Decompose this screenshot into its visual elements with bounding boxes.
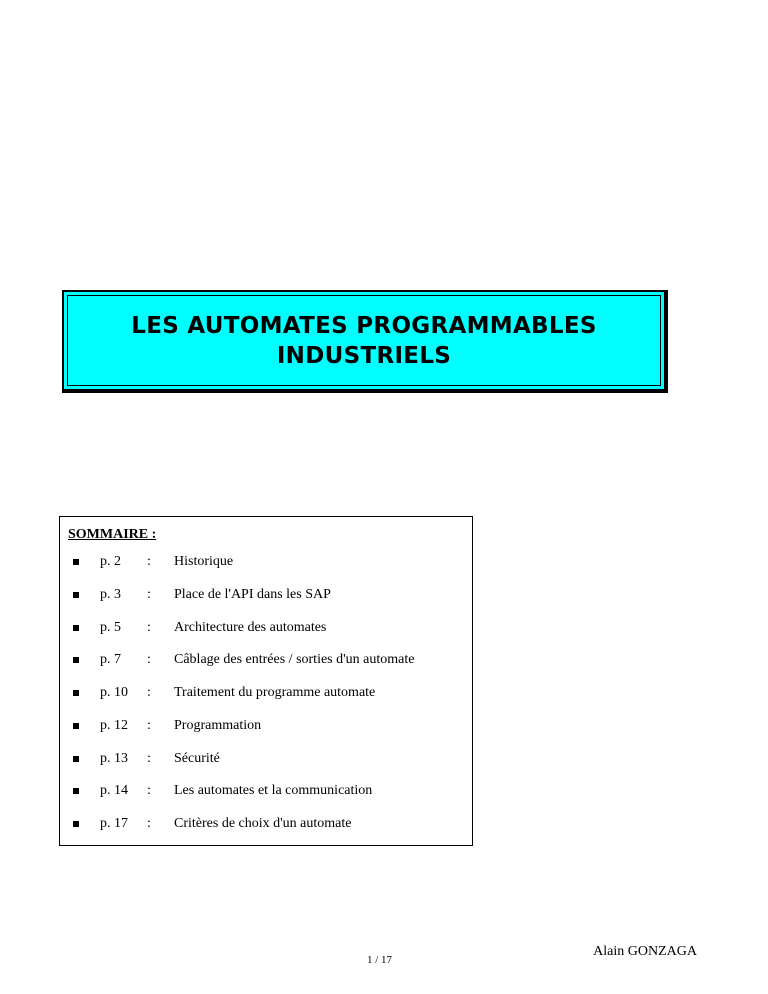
toc-page: p. 12 <box>100 717 128 733</box>
title-line-1: LES AUTOMATES PROGRAMMABLES <box>131 312 597 339</box>
toc-label: Architecture des automates <box>174 619 327 635</box>
toc-item <box>60 780 472 813</box>
square-bullet-icon <box>73 559 79 565</box>
toc-label: Programmation <box>174 717 262 733</box>
toc-separator: : <box>147 717 151 733</box>
square-bullet-icon <box>73 690 79 696</box>
title-box <box>62 290 668 393</box>
toc-item <box>60 551 472 584</box>
toc-list <box>60 551 472 846</box>
toc-page: p. 5 <box>100 619 121 635</box>
table-of-contents <box>59 516 473 846</box>
document-title <box>131 311 596 371</box>
toc-item <box>60 813 472 846</box>
toc-item <box>60 584 472 617</box>
toc-page: p. 7 <box>100 652 121 668</box>
toc-label: Câblage des entrées / sorties d'un automate <box>174 652 415 668</box>
toc-page: p. 3 <box>100 586 121 602</box>
toc-page: p. 13 <box>100 750 128 766</box>
toc-separator: : <box>147 652 151 668</box>
toc-item <box>60 748 472 781</box>
toc-separator: : <box>147 619 151 635</box>
toc-label: Historique <box>174 554 234 569</box>
toc-separator: : <box>147 816 151 831</box>
toc-item <box>60 715 472 748</box>
toc-item <box>60 649 472 682</box>
square-bullet-icon <box>73 821 79 827</box>
toc-page: p. 2 <box>100 554 121 569</box>
toc-separator: : <box>147 586 151 602</box>
title-line-2: INDUSTRIELS <box>276 342 452 369</box>
toc-separator: : <box>147 750 151 766</box>
square-bullet-icon <box>73 788 79 794</box>
toc-separator: : <box>147 783 151 799</box>
square-bullet-icon <box>73 592 79 598</box>
author-name: Alain GONZAGA <box>593 944 697 959</box>
toc-separator: : <box>147 554 151 569</box>
toc-label: Sécurité <box>174 750 220 766</box>
toc-page: p. 14 <box>100 783 128 799</box>
square-bullet-icon <box>73 625 79 631</box>
toc-heading: SOMMAIRE : <box>68 527 157 542</box>
toc-page: p. 10 <box>100 685 128 700</box>
toc-separator: : <box>147 685 151 700</box>
square-bullet-icon <box>73 723 79 729</box>
toc-label: Traitement du programme automate <box>174 685 376 700</box>
square-bullet-icon <box>73 756 79 762</box>
toc-label: Les automates et la communication <box>174 783 373 799</box>
toc-label: Critères de choix d'un automate <box>174 816 352 831</box>
square-bullet-icon <box>73 657 79 663</box>
title-frame <box>67 295 661 386</box>
page-number: 1 / 17 <box>367 954 393 966</box>
toc-page: p. 17 <box>100 816 128 831</box>
toc-item <box>60 682 472 715</box>
toc-item <box>60 617 472 650</box>
toc-label: Place de l'API dans les SAP <box>174 586 331 602</box>
